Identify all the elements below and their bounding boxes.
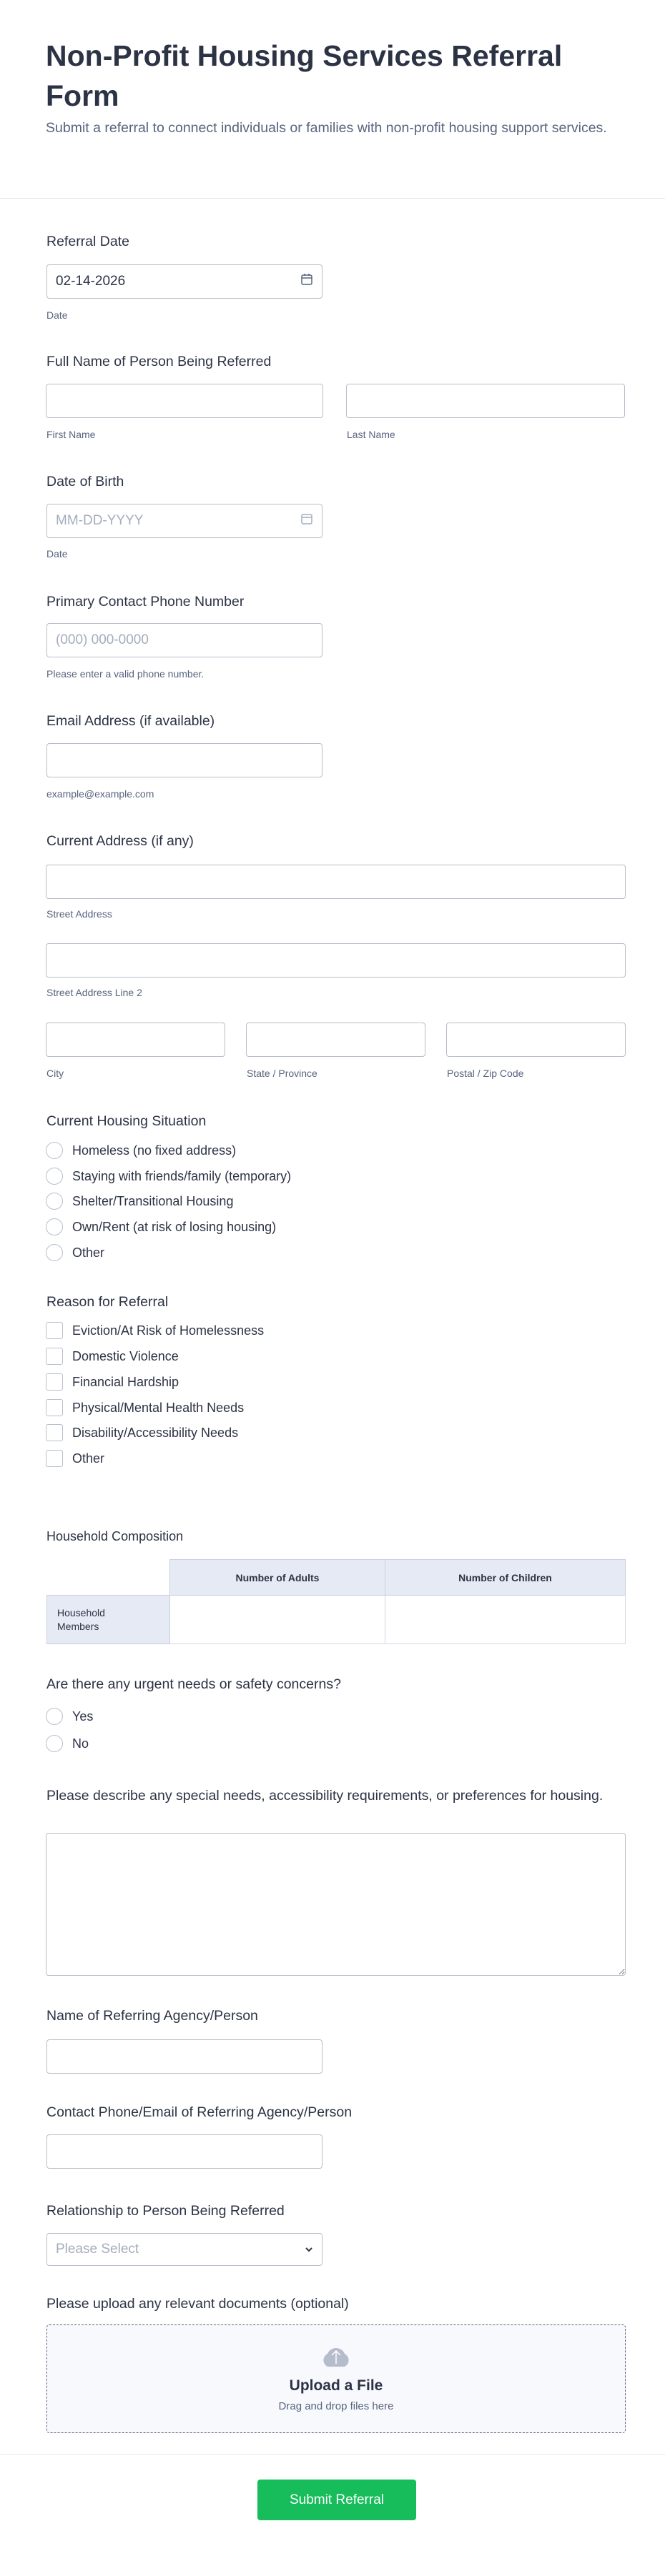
adults-cell[interactable] — [170, 1596, 385, 1644]
reason-option[interactable] — [46, 1398, 244, 1417]
housing-option[interactable] — [46, 1167, 291, 1185]
divider — [0, 2454, 665, 2455]
first-name-input[interactable] — [46, 384, 323, 418]
address-label: Current Address (if any) — [46, 833, 194, 849]
agency-input[interactable] — [46, 2039, 322, 2074]
page-subtitle: Submit a referral to connect individuals or families with non-profit housing support services. — [46, 120, 607, 136]
city-sublabel: City — [46, 1068, 64, 1079]
reason-label: Reason for Referral — [46, 1294, 169, 1310]
option-label: Physical/Mental Health Needs — [72, 1400, 245, 1415]
urgent-option-yes[interactable] — [46, 1707, 93, 1726]
column-header: Number of Adults — [170, 1560, 385, 1596]
full-name-label: Full Name of Person Being Referred — [46, 354, 272, 369]
zip-input[interactable] — [446, 1023, 626, 1057]
checkbox[interactable] — [46, 1373, 63, 1391]
housing-option[interactable] — [46, 1192, 233, 1210]
dob-sublabel: Date — [46, 548, 68, 560]
select-placeholder: Please Select — [56, 2242, 139, 2257]
last-name-input[interactable] — [346, 384, 625, 418]
last-name-sublabel: Last Name — [347, 429, 395, 440]
radio-button[interactable] — [46, 1193, 63, 1210]
option-label: Disability/Accessibility Needs — [72, 1425, 239, 1440]
divider — [0, 198, 665, 199]
email-sublabel: example@example.com — [46, 788, 154, 800]
agency-label: Name of Referring Agency/Person — [46, 2008, 258, 2024]
calendar-icon[interactable] — [300, 273, 313, 290]
referral-date-input[interactable] — [46, 264, 322, 299]
email-label: Email Address (if available) — [46, 713, 215, 729]
upload-label: Please upload any relevant documents (optional) — [46, 2296, 349, 2312]
first-name-sublabel: First Name — [46, 429, 96, 440]
checkbox[interactable] — [46, 1424, 63, 1441]
street-address-input[interactable] — [46, 865, 626, 899]
email-input[interactable] — [46, 743, 322, 777]
submit-button[interactable]: Submit Referral — [257, 2480, 416, 2520]
referral-date-value: 02-14-2026 — [56, 274, 126, 289]
checkbox[interactable] — [46, 1450, 63, 1467]
housing-label: Current Housing Situation — [46, 1113, 207, 1129]
children-cell[interactable] — [385, 1596, 625, 1644]
checkbox[interactable] — [46, 1399, 63, 1416]
reason-option[interactable] — [46, 1321, 264, 1340]
dob-label: Date of Birth — [46, 474, 124, 489]
housing-option[interactable] — [46, 1243, 104, 1262]
cloud-upload-icon — [47, 2344, 625, 2372]
housing-option[interactable] — [46, 1141, 236, 1160]
urgent-option-no[interactable] — [46, 1734, 89, 1753]
option-label: Domestic Violence — [72, 1348, 179, 1363]
radio-button[interactable] — [46, 1735, 63, 1752]
street-address-2-sublabel: Street Address Line 2 — [46, 987, 142, 998]
option-label: Staying with friends/family (temporary) — [72, 1168, 292, 1183]
reason-option[interactable] — [46, 1373, 179, 1391]
city-input[interactable] — [46, 1023, 225, 1057]
option-label: Shelter/Transitional Housing — [72, 1193, 234, 1208]
reason-option[interactable] — [46, 1449, 104, 1468]
option-label: Other — [72, 1245, 105, 1260]
calendar-icon[interactable] — [300, 512, 313, 529]
column-header: Number of Children — [385, 1560, 625, 1596]
referral-date-sublabel: Date — [46, 309, 68, 321]
special-needs-label: Please describe any special needs, accessibility requirements, or preferences for housing. — [46, 1788, 604, 1804]
household-label: Household Composition — [46, 1529, 184, 1543]
file-upload-dropzone[interactable] — [46, 2324, 626, 2433]
row-header-label: Household Members — [57, 1606, 105, 1632]
household-matrix — [46, 1559, 626, 1644]
relationship-select[interactable] — [46, 2233, 322, 2266]
relationship-label: Relationship to Person Being Referred — [46, 2203, 285, 2219]
option-label: No — [72, 1736, 89, 1751]
option-label: Yes — [72, 1709, 94, 1724]
dob-placeholder: MM-DD-YYYY — [56, 513, 144, 528]
radio-button[interactable] — [46, 1142, 63, 1159]
radio-button[interactable] — [46, 1168, 63, 1185]
radio-button[interactable] — [46, 1708, 63, 1725]
checkbox[interactable] — [46, 1348, 63, 1365]
upload-title: Upload a File — [289, 2377, 383, 2394]
state-input[interactable] — [246, 1023, 425, 1057]
street-address-2-input[interactable] — [46, 943, 626, 978]
upload-hint: Drag and drop files here — [278, 2400, 394, 2412]
reason-option[interactable] — [46, 1347, 179, 1366]
dob-input[interactable] — [46, 504, 322, 538]
empty-corner — [47, 1560, 170, 1596]
phone-hint: Please enter a valid phone number. — [46, 668, 205, 680]
radio-button[interactable] — [46, 1218, 63, 1235]
option-label: Homeless (no fixed address) — [72, 1143, 237, 1158]
phone-placeholder: (000) 000-0000 — [56, 632, 149, 647]
urgent-label: Are there any urgent needs or safety concerns? — [46, 1676, 341, 1692]
special-needs-textarea[interactable] — [46, 1833, 626, 1976]
agency-contact-input[interactable] — [46, 2134, 322, 2169]
phone-label: Primary Contact Phone Number — [46, 594, 245, 610]
phone-input[interactable] — [46, 623, 322, 657]
housing-option[interactable] — [46, 1218, 276, 1236]
page-title: Non-Profit Housing Services Referral Form — [46, 39, 563, 112]
option-label: Other — [72, 1451, 105, 1466]
row-header — [47, 1596, 170, 1644]
street-address-sublabel: Street Address — [46, 908, 112, 920]
option-label: Financial Hardship — [72, 1374, 179, 1389]
chevron-down-icon — [305, 2242, 313, 2257]
radio-button[interactable] — [46, 1244, 63, 1261]
checkbox[interactable] — [46, 1322, 63, 1339]
agency-contact-label: Contact Phone/Email of Referring Agency/Person — [46, 2104, 353, 2120]
reason-option[interactable] — [46, 1423, 238, 1442]
option-label: Own/Rent (at risk of losing housing) — [72, 1219, 277, 1234]
zip-sublabel: Postal / Zip Code — [447, 1068, 524, 1079]
state-sublabel: State / Province — [247, 1068, 317, 1079]
referral-date-label: Referral Date — [46, 234, 129, 249]
option-label: Eviction/At Risk of Homelessness — [72, 1323, 265, 1338]
